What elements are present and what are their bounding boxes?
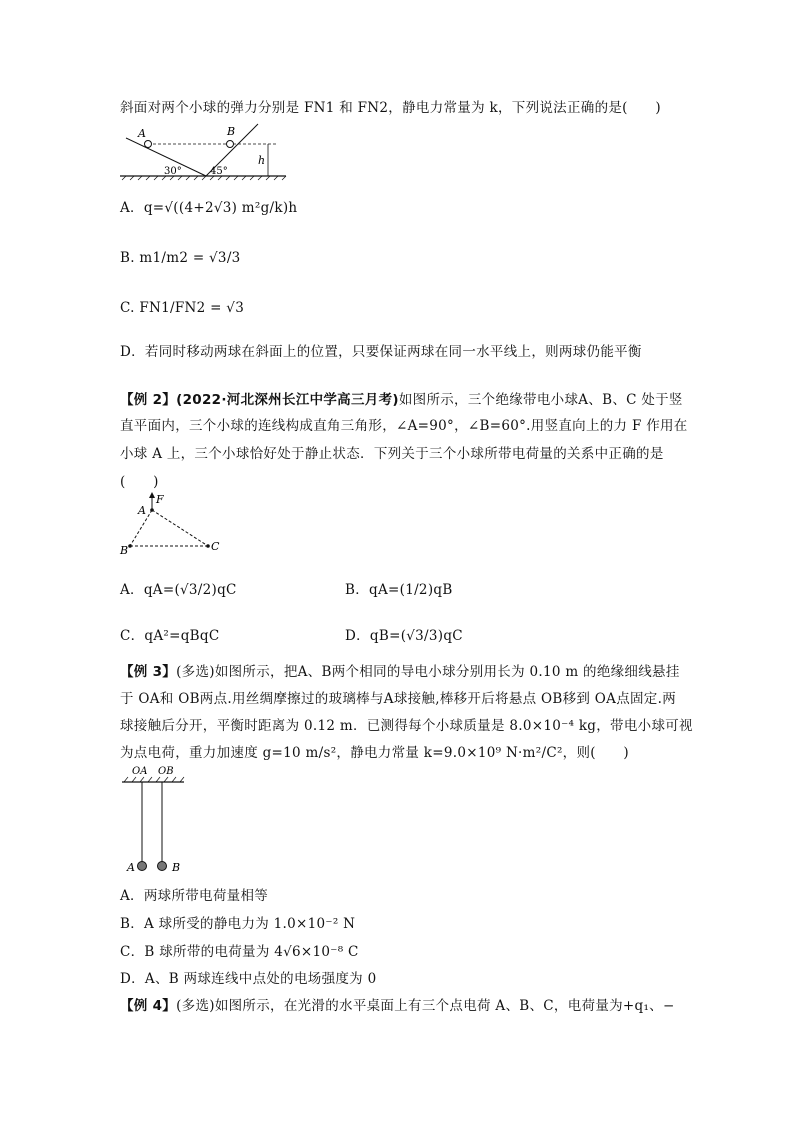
q2-option-d: D．qB=(√3/3)qC — [345, 628, 463, 644]
angle-30: 30° — [164, 166, 182, 177]
q1-option-a: A．q=√((4+2√3) m²g/k)h — [120, 200, 298, 216]
label-b: B — [172, 861, 181, 874]
q3-line2: 于 OA和 OB两点.用丝绸摩擦过的玻璃棒与A球接触,棒移开后将悬点 OB移到 OA点固定.两 — [120, 691, 676, 707]
ball-a — [150, 508, 154, 512]
ball-a — [145, 141, 152, 148]
q2-line3: 小球 A 上，三个小球恰好处于静止状态．下列关于三个小球所带电荷量的关系中正确的是 — [120, 446, 664, 462]
label-b: B — [227, 125, 236, 138]
ball-b — [158, 862, 167, 871]
angle-45: 45° — [210, 166, 228, 177]
q1-incline-figure — [118, 122, 288, 184]
q2-source: (2022·河北深州长江中学高三月考) — [176, 392, 399, 408]
q2-line1: 【例 2】(2022·河北深州长江中学高三月考)如图所示，三个绝缘带电小球A、B、C 处于竖 — [120, 392, 683, 408]
label-b: B — [120, 544, 129, 557]
q2-option-c: C．qA²=qBqC — [120, 628, 220, 644]
ground-hatch — [122, 176, 286, 180]
label-a: A — [138, 504, 146, 517]
q2-tag: 【例 2】 — [120, 392, 177, 408]
ball-a — [138, 862, 147, 871]
q2-line4: ( ) — [120, 474, 159, 490]
q2-triangle-figure — [116, 492, 226, 558]
q2-line2: 直平面内，三个小球的连线构成直角三角形，∠A=90°，∠B=60°.用竖直向上的力 F 作用在 — [120, 418, 688, 434]
label-a: A — [127, 861, 135, 874]
q3-option-c: C．B 球所带的电荷量为 4√6×10⁻⁸ C — [120, 944, 359, 960]
q1-stem-end: 斜面对两个小球的弹力分别是 FN1 和 FN2，静电力常量为 k，下列说法正确的是( ) — [120, 100, 661, 116]
q3-tag: 【例 3】 — [120, 664, 177, 680]
q1-option-c: C. FN1/FN2 = √3 — [120, 300, 245, 316]
side-ac — [152, 510, 208, 546]
label-oa: OA — [132, 766, 148, 777]
q3-option-b: B．A 球所受的静电力为 1.0×10⁻² N — [120, 916, 356, 932]
q1-option-b: B. m1/m2 = √3/3 — [120, 250, 241, 266]
q2-option-a: A．qA=(√3/2)qC — [120, 582, 237, 598]
label-c: C — [211, 540, 220, 553]
q2-option-b: B．qA=(1/2)qB — [345, 582, 453, 598]
ball-b — [227, 141, 234, 148]
ceiling-hatch — [124, 777, 184, 782]
label-a: A — [138, 127, 146, 140]
force-arrow-head — [149, 492, 155, 498]
q3-option-d: D．A、B 两球连线中点处的电场强度为 0 — [120, 971, 377, 987]
q1-option-d: D．若同时移动两球在斜面上的位置，只要保证两球在同一水平线上，则两球仍能平衡 — [120, 344, 642, 360]
q4-tag: 【例 4】 — [120, 998, 177, 1014]
q3-line4: 为点电荷，重力加速度 g=10 m/s²，静电力常量 k=9.0×10⁹ N·m²/C²，则( ) — [120, 745, 629, 761]
ball-c — [206, 544, 210, 548]
ball-b — [128, 544, 132, 548]
q3-line3: 球接触后分开，平衡时距离为 0.12 m．已测得每个小球质量是 8.0×10⁻⁴ kg，带电小球可视 — [120, 718, 693, 734]
q3-pendulum-figure — [118, 762, 198, 880]
q3-option-a: A．两球所带电荷量相等 — [120, 888, 269, 904]
q3-line1: 【例 3】(多选)如图所示，把A、B两个相同的导电小球分别用长为 0.10 m 的绝缘细线悬挂 — [120, 664, 680, 680]
label-h: h — [258, 154, 266, 167]
q4-line1: 【例 4】(多选)如图所示，在光滑的水平桌面上有三个点电荷 A、B、C，电荷量为+q₁、− — [120, 998, 675, 1014]
label-ob: OB — [158, 766, 174, 777]
label-f: F — [156, 493, 164, 506]
